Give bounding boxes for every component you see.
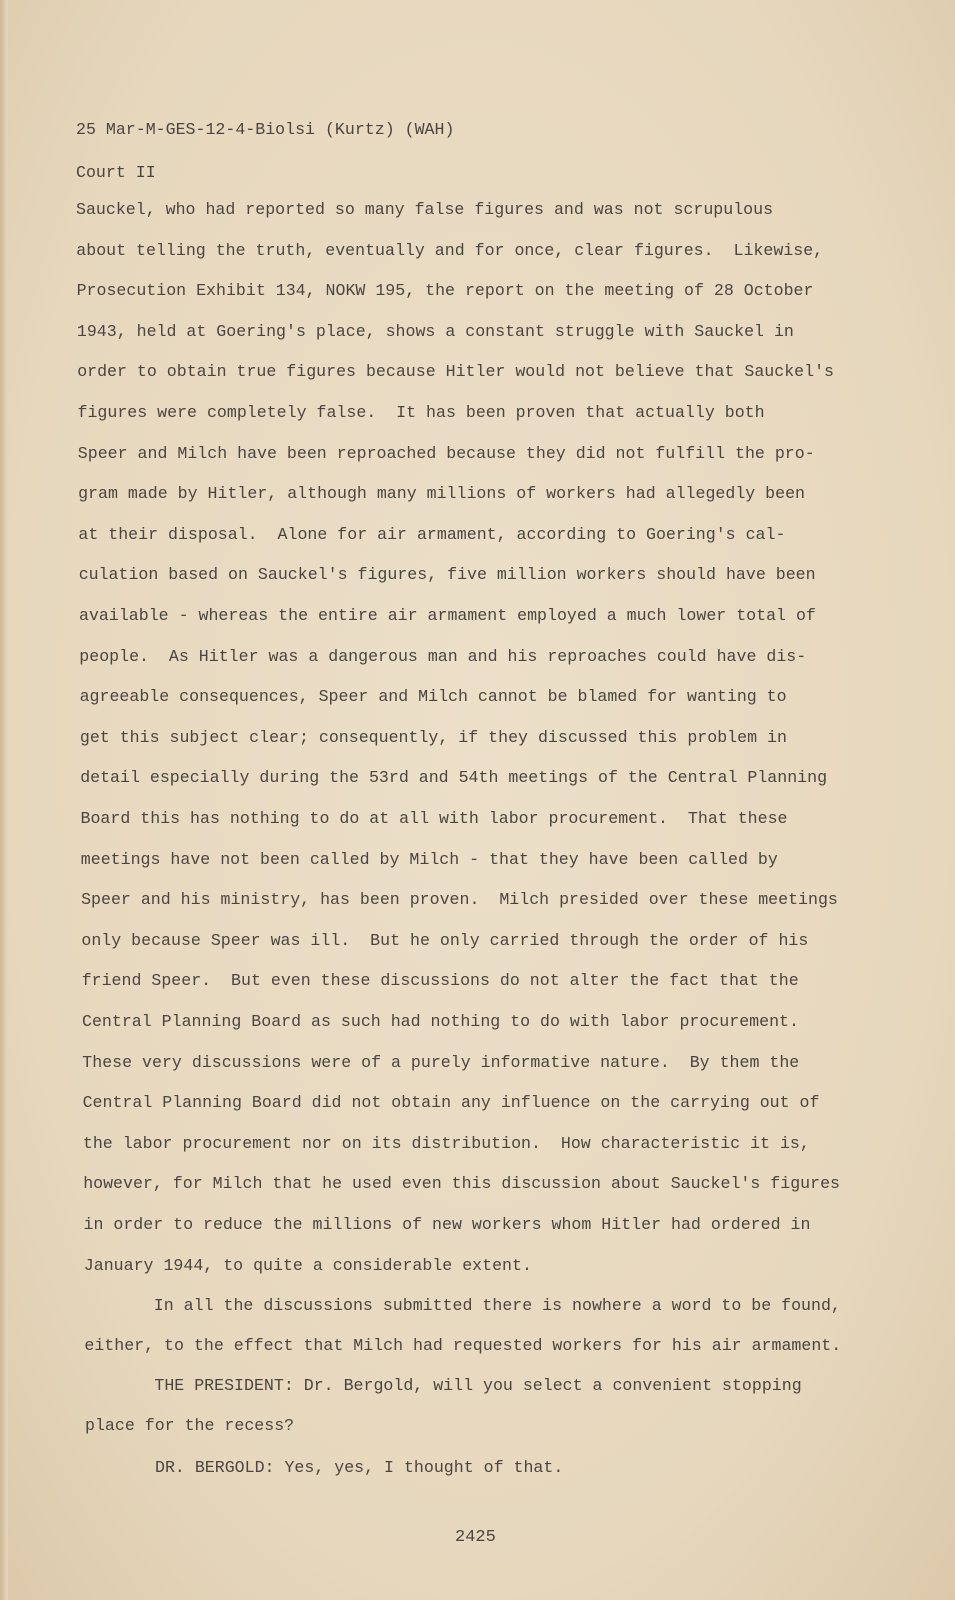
text-line: Speer and Milch have been reproached because they did not fulfill the pro-: [77, 443, 815, 463]
binding-edge: [0, 0, 8, 1600]
text-line: get this subject clear; consequently, if they discussed this problem in: [79, 727, 787, 747]
page-number: 2425: [455, 1528, 496, 1547]
text-line: at their disposal. Alone for air armament, according to Goering's cal-: [78, 524, 786, 544]
text-line: THE PRESIDENT: Dr. Bergold, will you select a convenient stopping: [84, 1376, 802, 1395]
text-line: culation based on Sauckel's figures, five million workers should have been: [78, 565, 816, 585]
text-line: either, to the effect that Milch had requested workers for his air armament.: [84, 1336, 842, 1355]
text-line: Prosecution Exhibit 134, NOKW 195, the report on the meeting of 28 October: [76, 281, 814, 301]
text-line: Board this has nothing to do at all with labor procurement. That these: [80, 809, 788, 828]
text-line: Central Planning Board did not obtain any influence on the carrying out of: [82, 1093, 820, 1113]
text-line: detail especially during the 53rd and 54th meetings of the Central Planning: [80, 768, 828, 788]
text-line: figures were completely false. It has been proven that actually both: [77, 403, 765, 422]
text-line: available - whereas the entire air armament employed a much lower total of: [79, 606, 816, 625]
document-reference: 25 Mar-M-GES-12-4-Biolsi (Kurtz) (WAH): [76, 120, 455, 139]
text-line: 1943, held at Goering's place, shows a constant struggle with Sauckel in: [76, 321, 794, 341]
text-line: DR. BERGOLD: Yes, yes, I thought of that.: [85, 1458, 564, 1477]
text-line: people. As Hitler was a dangerous man and his reproaches could have dis-: [79, 646, 807, 666]
text-line: gram made by Hitler, although many millions of workers had allegedly been: [78, 484, 806, 504]
text-line: meetings have not been called by Milch - that they have been called by: [80, 849, 778, 869]
text-line: only because Speer was ill. But he only carried through the order of his: [81, 930, 809, 950]
text-line: the labor procurement nor on its distribution. How characteristic it is,: [82, 1133, 810, 1153]
text-line: In all the discussions submitted there is nowhere a word to be found,: [84, 1296, 841, 1315]
text-line: These very discussions were of a purely informative nature. By them the: [82, 1052, 800, 1072]
text-line: place for the recess?: [85, 1416, 295, 1435]
text-line: agreeable consequences, Speer and Milch cannot be blamed for wanting to: [79, 687, 787, 707]
text-line: in order to reduce the millions of new workers whom Hitler had ordered in: [83, 1215, 811, 1234]
text-line: Central Planning Board as such had nothing to do with labor procurement.: [82, 1012, 799, 1031]
court-label: Court II: [76, 163, 156, 182]
text-line: Sauckel, who had reported so many false figures and was not scrupulous: [76, 200, 774, 219]
text-line: order to obtain true figures because Hitler would not believe that Sauckel's: [77, 362, 834, 382]
text-line: about telling the truth, eventually and for once, clear figures. Likewise,: [76, 240, 824, 260]
text-line: friend Speer. But even these discussions do not alter the fact that the: [81, 971, 799, 991]
text-line: January 1944, to quite a considerable extent.: [83, 1255, 532, 1275]
text-line: however, for Milch that he used even this discussion about Sauckel's figures: [83, 1174, 840, 1194]
text-line: Speer and his ministry, has been proven. Milch presided over these meetings: [81, 890, 838, 910]
